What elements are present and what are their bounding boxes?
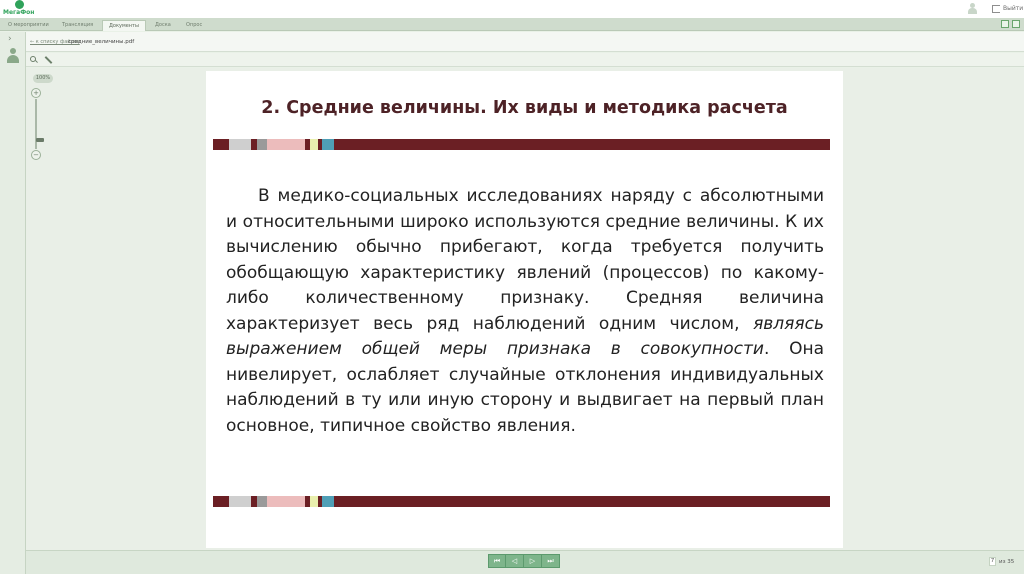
stripe-segment (267, 139, 305, 150)
last-page-button[interactable]: ⏭ (542, 554, 560, 568)
pencil-icon[interactable] (44, 56, 52, 64)
left-sidebar (0, 32, 26, 574)
breadcrumb (26, 32, 1024, 52)
stripe-segment (310, 496, 318, 507)
stripe-segment (310, 139, 318, 150)
zoom-in-icon[interactable]: + (31, 88, 41, 98)
window-controls (1001, 20, 1020, 28)
pager-bar (26, 550, 1024, 574)
zoom-track[interactable] (35, 99, 37, 149)
zoom-level-badge: 100% (33, 74, 53, 83)
current-file-name: средние_величины.pdf (68, 39, 135, 45)
restore-window-icon[interactable] (1001, 20, 1009, 28)
tab-about-event[interactable]: О мероприятии (8, 22, 49, 28)
body-text-part1: В медико-социальных исследованиях наряду с абсолютными и относительными широко используются средние величины. К их вычислению обычно прибегают, когда требуется получить обобщающую характеристику явлений (процессов) по какому-либо количественному признаку. Средняя величина характеризует весь ряд наблюдений одним числом, (226, 186, 824, 334)
stripe-segment (334, 496, 830, 507)
expand-chevron-icon[interactable]: › (8, 34, 12, 44)
stripe-segment (213, 496, 229, 507)
stripe-segment (213, 139, 229, 150)
stripe-segment (322, 496, 334, 507)
document-viewer (26, 68, 1024, 550)
total-pages-label: из 35 (999, 558, 1015, 565)
stripe-segment (257, 139, 267, 150)
logout-button[interactable] (992, 3, 1023, 14)
zoom-slider[interactable] (31, 88, 41, 160)
slide-page (206, 71, 843, 548)
search-icon[interactable] (30, 56, 38, 64)
logo-mark-icon (15, 0, 24, 9)
exit-icon (992, 5, 1000, 13)
tab-bar (0, 18, 1024, 31)
user-icon[interactable] (968, 3, 977, 14)
zoom-out-icon[interactable]: − (31, 150, 41, 160)
tab-documents[interactable]: Документы (102, 20, 146, 31)
participants-icon[interactable] (7, 48, 19, 63)
slide-body-text (226, 184, 824, 439)
tab-board[interactable]: Доска (155, 22, 171, 28)
body-text-italic: являясь выражением общей меры признака в совокупности (226, 313, 824, 359)
slide-title: 2. Средние величины. Их виды и методика расчета (261, 98, 788, 118)
back-to-files-link[interactable]: ← к списку файлов (30, 39, 80, 45)
stripe-segment (229, 496, 251, 507)
decorative-stripe-bottom (213, 496, 830, 507)
stripe-segment (267, 496, 305, 507)
page-navigation (488, 554, 560, 568)
page-counter (989, 557, 1014, 566)
stripe-segment (229, 139, 251, 150)
current-page-input[interactable]: 7 (990, 558, 995, 564)
stripe-segment (334, 139, 830, 150)
tab-poll[interactable]: Опрос (186, 22, 203, 28)
stripe-segment (257, 496, 267, 507)
first-page-button[interactable]: ⏮ (488, 554, 506, 568)
stripe-segment (322, 139, 334, 150)
megafon-logo (3, 0, 39, 18)
prev-page-button[interactable]: ◁ (506, 554, 524, 568)
tab-broadcast[interactable]: Трансляция (62, 22, 94, 28)
logout-label: Выйти (1003, 5, 1024, 12)
decorative-stripe-top (213, 139, 830, 150)
maximize-window-icon[interactable] (1012, 20, 1020, 28)
document-toolbar (26, 53, 1024, 67)
zoom-thumb[interactable] (36, 138, 44, 142)
logo-text: МегаФон (3, 9, 35, 16)
next-page-button[interactable]: ▷ (524, 554, 542, 568)
app-header (0, 0, 1024, 18)
body-text-part2: . Она нивелирует, ослабляет случайные отклонения индивидуальных наблюдений в ту или иную сторону и выдвигает на первый план основное, типичное свойство явления. (226, 339, 824, 436)
